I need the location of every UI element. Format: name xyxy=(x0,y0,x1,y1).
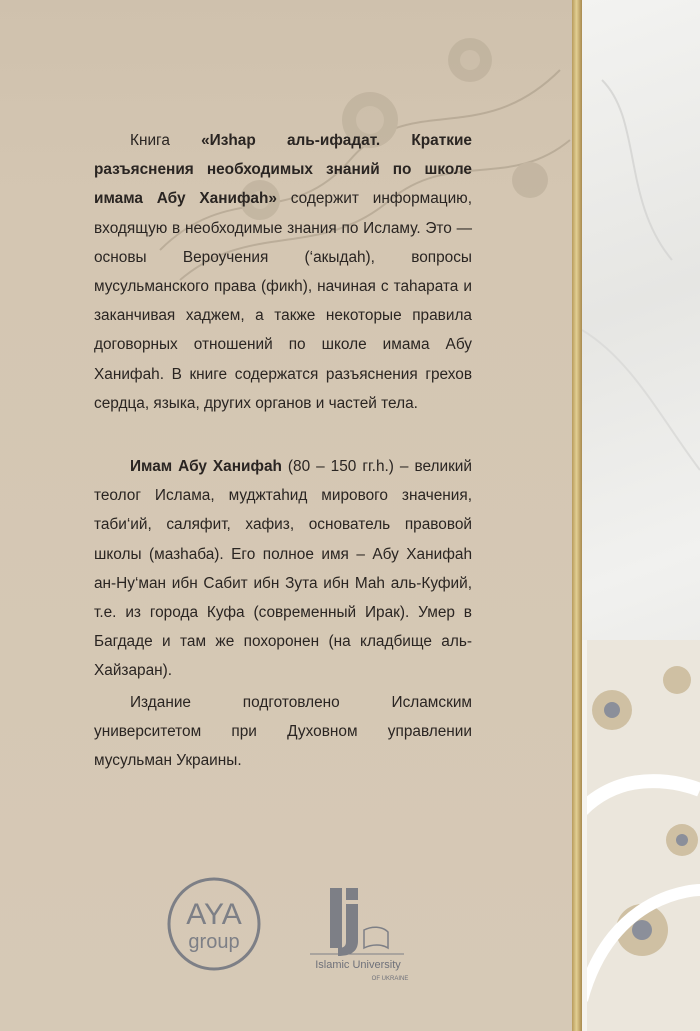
p2-rest: (80 – 150 гг.h.) – великий теолог Ислама, муджтаhид мирового значения, таби‘ий, саляфит, хафиз, основатель правовой школы (мазhаба). Его полное имя – Абу Ханифаh ан-Ну‘ман ибн Сабит ибн Зута ибн Маh аль-Куфий, т.е. из города Куфа (современный Ирак). Умер в Багдаде и там же похоронен (на кладбище аль-Хайзаран). xyxy=(94,458,472,680)
group-text: group xyxy=(188,931,240,953)
aya-text: AYA xyxy=(186,898,242,931)
paragraph-book-description xyxy=(94,126,472,418)
iu-name: Islamic University xyxy=(315,959,401,971)
paragraph-publisher-note xyxy=(94,688,472,776)
paragraph-imam-biography xyxy=(94,452,472,686)
p3-text: Издание подготовлено Исламским университетом при Духовном управлении мусульман Украины. xyxy=(94,694,472,770)
imam-name: Имам Абу Ханифаh xyxy=(130,458,282,475)
islamic-university-logo xyxy=(308,886,418,986)
book-title: «Изhар аль-ифадат. Краткие разъяснения необходимых знаний по школе имама Абу Ханифаh» xyxy=(94,132,472,208)
aya-group-logo xyxy=(166,876,262,972)
gold-divider xyxy=(572,0,582,1031)
iu-country: OF UKRAINE xyxy=(371,976,409,982)
p1-rest: содержит информацию, входящую в необходимые знания по Исламу. Это — основы Вероучения (‘акыдаh), вопросы мусульманского права (фикh), начиная с таhарата и заканчивая хаджем, а также некоторые правила договорных отношений по школе имама Абу Ханифаh. В книге содержатся разъяснения грехов сердца, языка, других органов и частей тела. xyxy=(94,190,472,412)
p1-lead: Книга xyxy=(130,132,202,149)
tile-ornament xyxy=(582,640,700,1031)
